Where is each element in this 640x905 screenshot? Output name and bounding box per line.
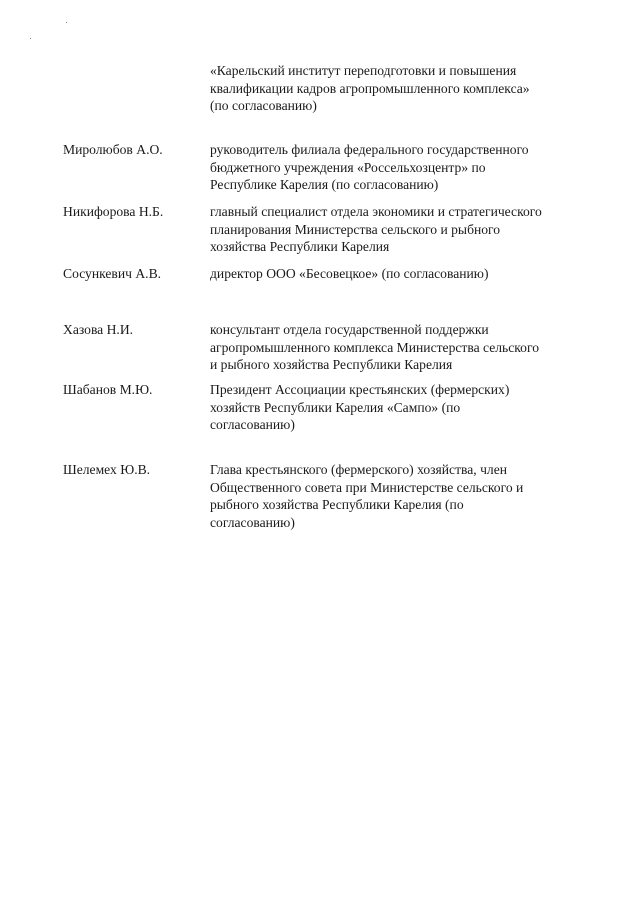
member-name: Шелемех Ю.В. bbox=[63, 462, 151, 477]
role-line: Президент Ассоциации крестьянских (фермерских) bbox=[210, 382, 510, 397]
role-line: директор ООО «Бесовецкое» (по согласованию) bbox=[210, 266, 489, 281]
member-role bbox=[210, 265, 590, 283]
member-name: Хазова Н.И. bbox=[63, 322, 134, 337]
role-line: рыбного хозяйства Республики Карелия (по bbox=[210, 497, 464, 512]
member-role bbox=[210, 141, 590, 194]
role-line: (по согласованию) bbox=[210, 98, 317, 113]
scan-speck bbox=[66, 22, 67, 23]
role-line: Республике Карелия (по согласованию) bbox=[210, 177, 439, 192]
member-role bbox=[210, 461, 590, 531]
role-line: главный специалист отдела экономики и стратегического bbox=[210, 204, 542, 219]
role-line: «Карельский институт переподготовки и повышения bbox=[210, 63, 517, 78]
role-line: согласованию) bbox=[210, 514, 295, 530]
member-name: Никифорова Н.Б. bbox=[63, 204, 164, 219]
continued-role-text bbox=[210, 62, 590, 115]
member-role bbox=[210, 203, 590, 256]
role-line: согласованию) bbox=[210, 417, 295, 432]
member-role bbox=[210, 321, 590, 374]
role-line: хозяйств Республики Карелия «Сампо» (по bbox=[210, 399, 461, 415]
member-name: Миролюбов А.О. bbox=[63, 142, 163, 157]
scan-speck bbox=[30, 38, 31, 39]
role-line: Глава крестьянского (фермерского) хозяйства, член bbox=[210, 462, 508, 477]
role-line: квалификации кадров агропромышленного комплекса» bbox=[210, 80, 530, 96]
role-line: консультант отдела государственной поддержки bbox=[210, 322, 489, 337]
role-line: и рыбного хозяйства Республики Карелия bbox=[210, 357, 453, 372]
member-name: Сосункевич А.В. bbox=[63, 266, 162, 281]
role-line: Общественного совета при Министерстве сельского и bbox=[210, 479, 524, 495]
role-line: бюджетного учреждения «Россельхозцентр» по bbox=[210, 159, 486, 175]
role-line: агропромышленного комплекса Министерства сельского bbox=[210, 339, 540, 355]
member-name: Шабанов М.Ю. bbox=[63, 382, 153, 397]
role-line: хозяйства Республики Карелия bbox=[210, 239, 390, 254]
role-line: планирования Министерства сельского и рыбного bbox=[210, 221, 501, 237]
role-line: руководитель филиала федерального государственного bbox=[210, 142, 529, 157]
member-role bbox=[210, 381, 590, 434]
